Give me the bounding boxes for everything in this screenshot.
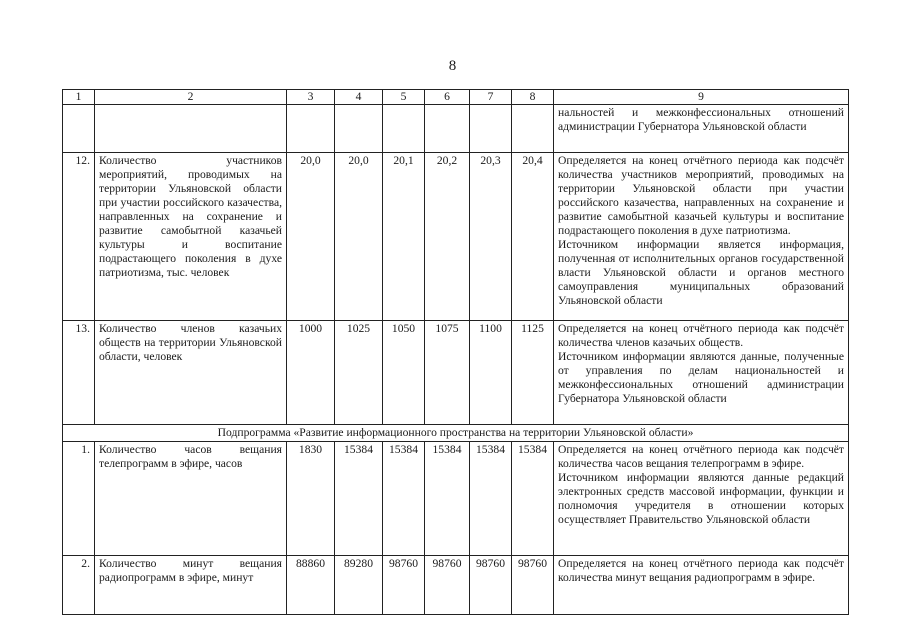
desc-paragraph: Источником информации является информация, полученная от исполнительных органов государственной власти Ульяновской области и органов местного самоуправления муниципальных образований Ульяновской области: [558, 238, 844, 307]
desc-paragraph: Определяется на конец отчётного периода как подсчёт количества часов вещания телепрограмм в эфире.: [558, 443, 844, 470]
table-row: [63, 321, 849, 425]
header-cell: 5: [383, 90, 425, 105]
desc-paragraph: Определяется на конец отчётного периода как подсчёт количества минут вещания радиопрограмм в эфире.: [558, 557, 844, 584]
indicators-table: [62, 89, 849, 615]
method-description: [554, 321, 849, 425]
value-col6: 20,2: [425, 153, 470, 321]
value-col5: 20,1: [383, 153, 425, 321]
row-number: 12.: [63, 153, 95, 321]
value-col3: 1830: [287, 442, 335, 556]
value-col5: 1050: [383, 321, 425, 425]
value-col6: 15384: [425, 442, 470, 556]
subprogram-row: [63, 425, 849, 442]
indicator-name: Количество членов казачьих обществ на территории Ульяновской области, человек: [95, 321, 287, 425]
continuation-row: [63, 105, 849, 153]
desc-paragraph: Источником информации являются данные редакций электронных средств массовой информации, функции и полномочия учредителя в отношении которых осуществляет Правительство Ульяновской области: [558, 471, 844, 526]
value-col8: 15384: [512, 442, 554, 556]
header-cell: 3: [287, 90, 335, 105]
value-col6: 1075: [425, 321, 470, 425]
value-col6: 98760: [425, 556, 470, 615]
page-number: 8: [448, 58, 457, 74]
value-col4: 89280: [335, 556, 383, 615]
method-description: [554, 556, 849, 615]
value-col7: 98760: [470, 556, 512, 615]
value-col7: 1100: [470, 321, 512, 425]
method-description: [554, 442, 849, 556]
cont-desc: нальностей и межконфессиональных отношений администрации Губернатора Ульяновской области: [554, 105, 849, 153]
value-col8: 98760: [512, 556, 554, 615]
subprogram-title: Подпрограмма «Развитие информационного пространства на территории Ульяновской области»: [63, 425, 849, 442]
row-number: 13.: [63, 321, 95, 425]
table-row: [63, 153, 849, 321]
header-cell: 7: [470, 90, 512, 105]
value-col4: 20,0: [335, 153, 383, 321]
value-col4: 1025: [335, 321, 383, 425]
indicator-name: Количество минут вещания радиопрограмм в эфире, минут: [95, 556, 287, 615]
desc-paragraph: Источником информации являются данные, полученные от управления по делам национальностей и межконфессиональных отношений администрации Губернатора Ульяновской области: [558, 350, 844, 405]
value-col8: 20,4: [512, 153, 554, 321]
header-cell: 4: [335, 90, 383, 105]
table-row: [63, 442, 849, 556]
header-cell: 1: [63, 90, 95, 105]
desc-paragraph: Определяется на конец отчётного периода как подсчёт количества членов казачьих обществ.: [558, 322, 844, 349]
header-row: [63, 90, 849, 105]
header-cell: 2: [95, 90, 287, 105]
value-col4: 15384: [335, 442, 383, 556]
table-row: [63, 556, 849, 615]
header-cell: 6: [425, 90, 470, 105]
value-col5: 98760: [383, 556, 425, 615]
value-col3: 88860: [287, 556, 335, 615]
value-col3: 20,0: [287, 153, 335, 321]
header-cell: 8: [512, 90, 554, 105]
value-col7: 15384: [470, 442, 512, 556]
value-col7: 20,3: [470, 153, 512, 321]
indicator-name: Количество участников мероприятий, проводимых на территории Ульяновской области при участии российского казачества, направленных на сохранение и развитие самобытной казачьей культуры и воспитание подрастающего поколения в духе патриотизма, тыс. человек: [95, 153, 287, 321]
value-col3: 1000: [287, 321, 335, 425]
indicator-name: Количество часов вещания телепрограмм в эфире, часов: [95, 442, 287, 556]
row-number: 1.: [63, 442, 95, 556]
desc-paragraph: Определяется на конец отчётного периода как подсчёт количества участников мероприятий, проводимых на территории Ульяновской области при участии российского казачества, направленных на сохранение и развитие самобытной казачьей культуры и воспитание подрастающего поколения в духе патриотизма.: [558, 154, 844, 237]
method-description: [554, 153, 849, 321]
header-cell: 9: [554, 90, 849, 105]
row-number: 2.: [63, 556, 95, 615]
value-col8: 1125: [512, 321, 554, 425]
value-col5: 15384: [383, 442, 425, 556]
